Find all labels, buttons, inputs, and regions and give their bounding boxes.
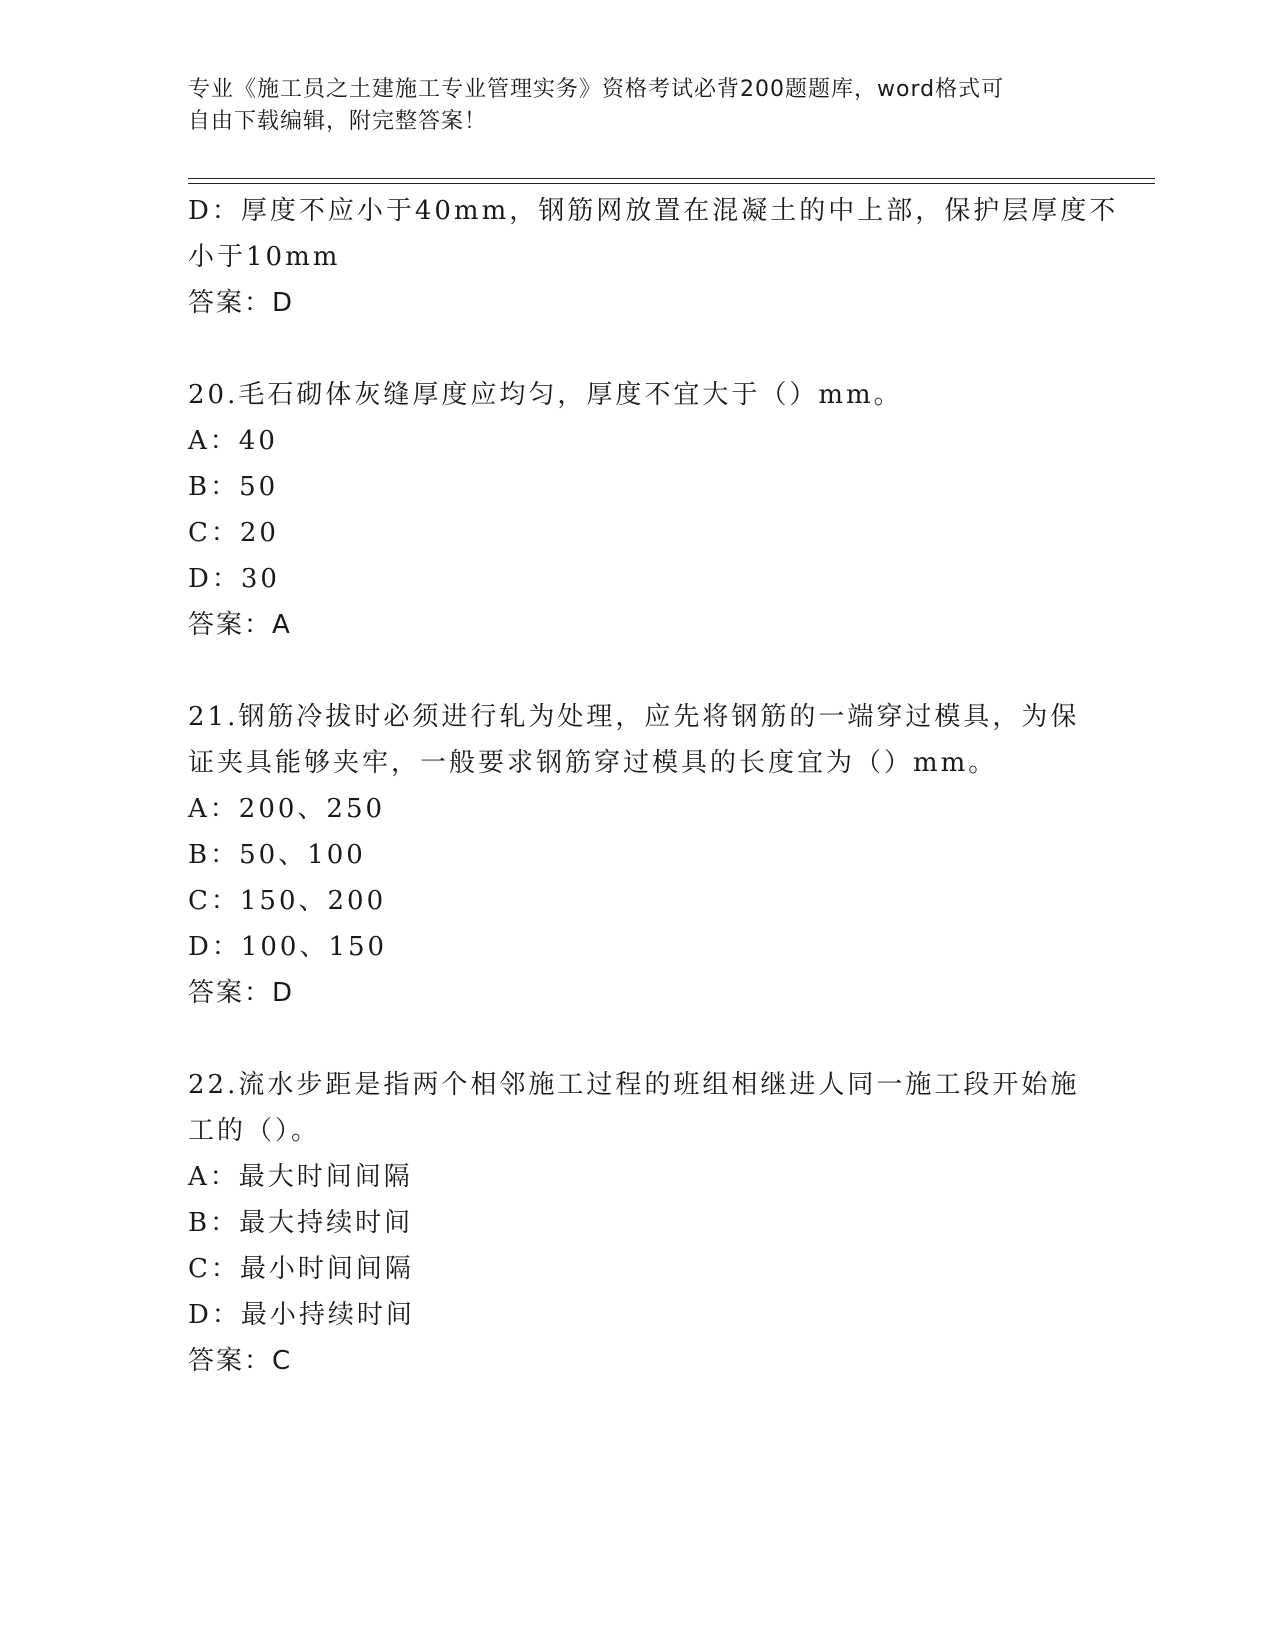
question-list bbox=[188, 188, 1119, 1384]
spacer bbox=[188, 326, 1078, 372]
option-c: C：20 bbox=[188, 518, 279, 548]
option-d: D：最小持续时间 bbox=[188, 1300, 415, 1330]
option-c: C：150、200 bbox=[188, 886, 387, 916]
question-stem-line-1: 22.流水步距是指两个相邻施工过程的班组相继进人同一施工段开始施 bbox=[188, 1070, 1080, 1100]
question-stem-line-2: 工的（）。 bbox=[188, 1116, 321, 1146]
option-d: D：100、150 bbox=[188, 932, 388, 962]
option-b: B：50、100 bbox=[188, 840, 366, 870]
question-21 bbox=[188, 694, 1078, 1016]
option-d-line-2: 小于10mm bbox=[188, 242, 341, 272]
option-a: A：最大时间间隔 bbox=[188, 1162, 413, 1192]
question-19-tail bbox=[188, 188, 1119, 326]
question-22 bbox=[188, 1062, 1078, 1384]
option-d: D：30 bbox=[188, 564, 280, 594]
question-20 bbox=[188, 372, 1078, 648]
question-stem-line-2: 证夹具能够夹牢，一般要求钢筋穿过模具的长度宜为（）mm。 bbox=[188, 748, 998, 778]
answer: 答案：D bbox=[188, 978, 295, 1008]
spacer bbox=[188, 1016, 1078, 1062]
header-title-line-1: 专业《施工员之土建施工专业管理实务》资格考试必背200题题库，word格式可 bbox=[188, 77, 1005, 102]
option-a: A：40 bbox=[188, 426, 278, 456]
spacer bbox=[188, 648, 1078, 694]
answer: 答案：C bbox=[188, 1346, 293, 1376]
option-a: A：200、250 bbox=[188, 794, 386, 824]
option-b: B：50 bbox=[188, 472, 279, 502]
option-d-line-1: D：厚度不应小于40mm，钢筋网放置在混凝土的中上部，保护层厚度不 bbox=[188, 196, 1119, 226]
header-divider-bottom bbox=[188, 183, 1155, 184]
option-c: C：最小时间间隔 bbox=[188, 1254, 414, 1284]
question-stem-line-1: 21.钢筋冷拔时必须进行轧为处理，应先将钢筋的一端穿过模具，为保 bbox=[188, 702, 1080, 732]
header-title-line-2: 自由下载编辑，附完整答案！ bbox=[188, 109, 488, 134]
answer: 答案：D bbox=[188, 288, 295, 318]
question-stem: 20.毛石砌体灰缝厚度应均匀，厚度不宜大于（）mm。 bbox=[188, 380, 903, 410]
answer: 答案：A bbox=[188, 610, 292, 640]
document-header bbox=[188, 74, 1088, 138]
header-divider-top bbox=[188, 178, 1155, 179]
option-b: B：最大持续时间 bbox=[188, 1208, 414, 1238]
